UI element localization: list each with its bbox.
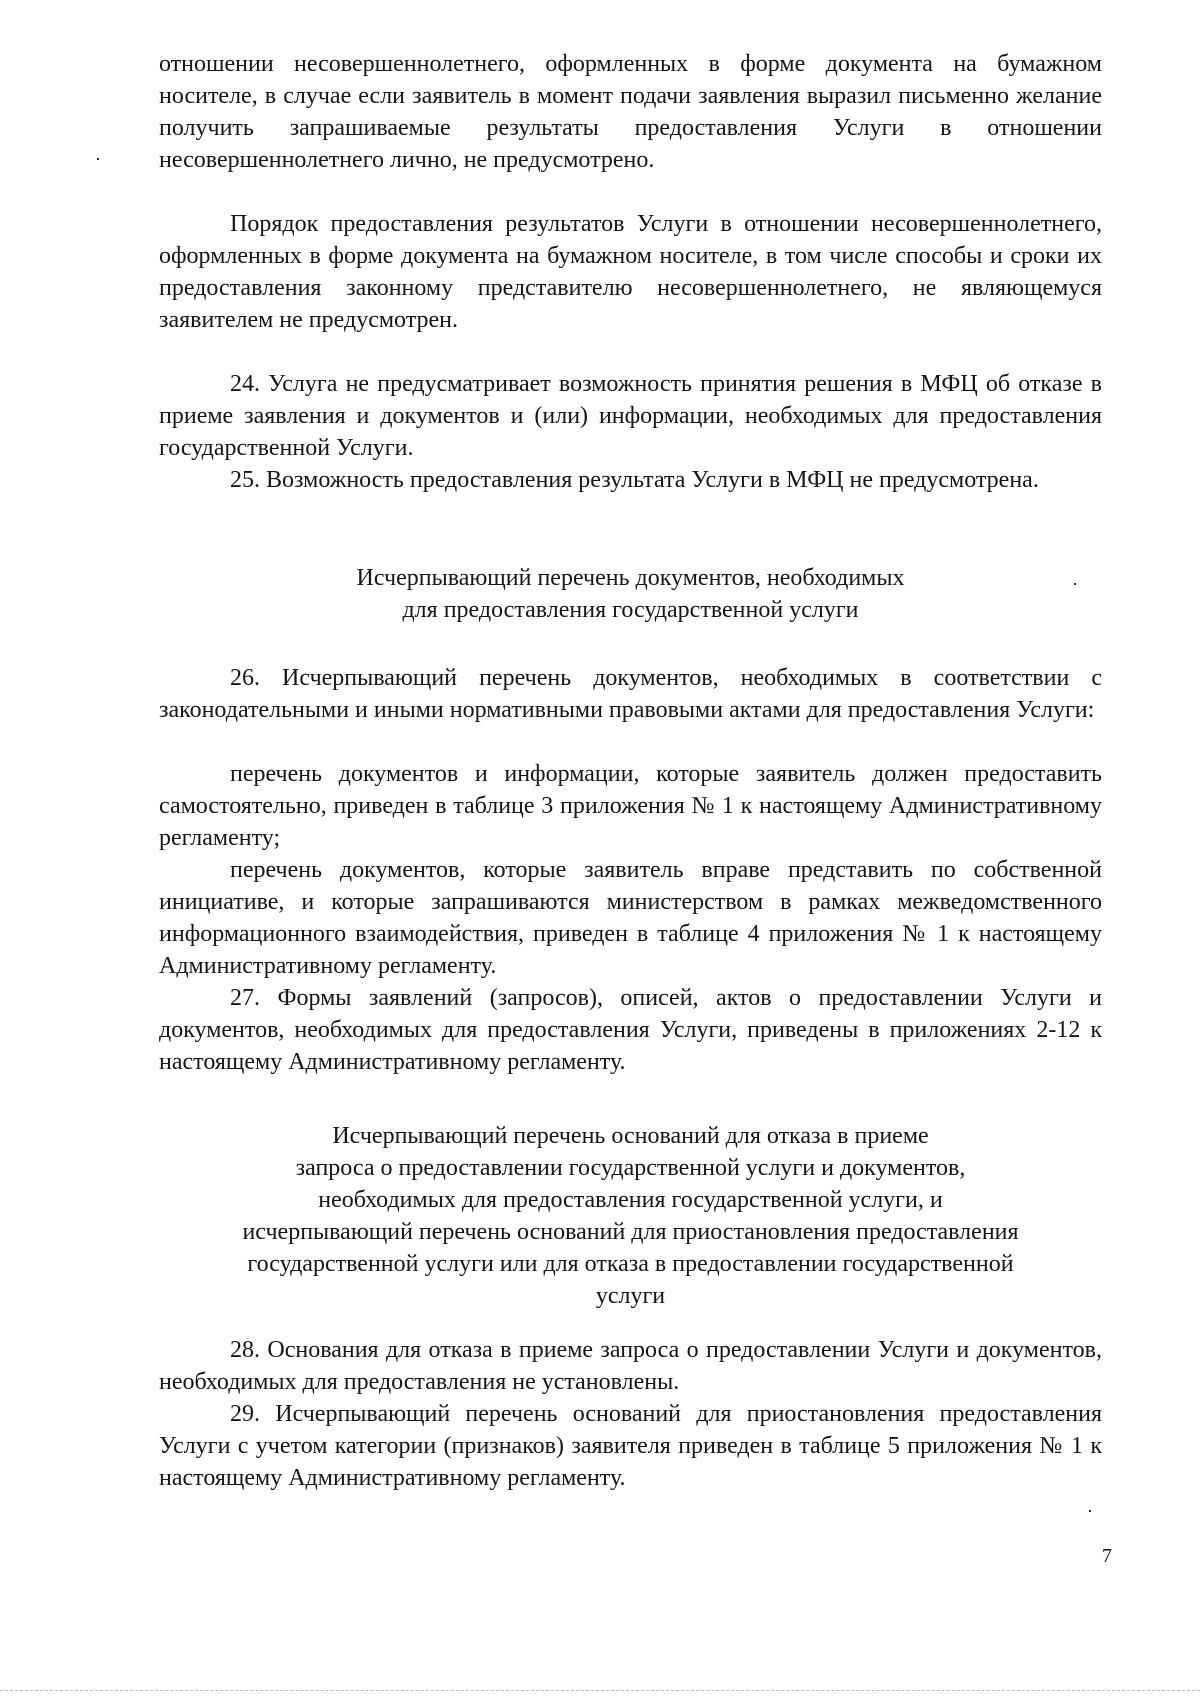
heading-line: исчерпывающий перечень оснований для приостановления предоставления: [242, 1219, 1019, 1245]
scan-dot: [1089, 1510, 1091, 1512]
paragraph-25: 25. Возможность предоставления результата Услуги в МФЦ не предусмотрена.: [230, 467, 1039, 493]
section-heading-documents: [159, 562, 1102, 626]
page-number: 7: [1102, 1545, 1112, 1567]
heading-line: необходимых для предоставления государственной услуги, и: [318, 1187, 943, 1213]
paragraph-minor-result-delivery: отношении несовершеннолетнего, оформленных в форме документа на бумажном носителе, в случае если заявитель в момент подачи заявления выразил письменно желание получить запрашиваемые результаты предоставления Услуги в отношении несовершеннолетнего лично, не предусмотрено.: [159, 51, 1102, 173]
section-heading-refusal-grounds: [159, 1120, 1102, 1312]
heading-line: государственной услуги или для отказа в предоставлении государственной: [247, 1251, 1014, 1277]
heading-line: Исчерпывающий перечень оснований для отказа в приеме: [332, 1123, 929, 1149]
paragraph-28: 28. Основания для отказа в приеме запроса о предоставлении Услуги и документов, необходимых для предоставления не установлены.: [159, 1337, 1102, 1395]
paragraph-required-documents: перечень документов и информации, которые заявитель должен предоставить самостоятельно, приведен в таблице 3 приложения № 1 к настоящему Административному регламенту;: [159, 761, 1102, 851]
heading-line: услуги: [595, 1283, 666, 1309]
heading-line: запроса о предоставлении государственной услуги и документов,: [295, 1155, 966, 1181]
paragraph-optional-documents: перечень документов, которые заявитель вправе представить по собственной инициативе, и которые запрашиваются министерством в рамках межведомственного информационного взаимодействия, приведен в таблице 4 приложения № 1 к настоящему Административному регламенту.: [159, 857, 1102, 979]
paragraph-29: 29. Исчерпывающий перечень оснований для приостановления предоставления Услуги с учетом категории (признаков) заявителя приведен в таблице 5 приложения № 1 к настоящему Административному регламенту.: [159, 1401, 1102, 1491]
scan-edge-line: [0, 1690, 1200, 1692]
paragraph-26: 26. Исчерпывающий перечень документов, необходимых в соответствии с законодательными и иными нормативными правовыми актами для предоставления Услуги:: [159, 665, 1102, 723]
heading-line: для предоставления государственной услуги: [402, 597, 859, 623]
paragraph-27: 27. Формы заявлений (запросов), описей, актов о предоставлении Услуги и документов, необходимых для предоставления Услуги, приведены в приложениях 2-12 к настоящему Административному регламенту.: [159, 985, 1102, 1075]
paragraph-result-procedure: Порядок предоставления результатов Услуги в отношении несовершеннолетнего, оформленных в форме документа на бумажном носителе, в том числе способы и сроки их предоставления законному представителю несовершеннолетнего, не являющемуся заявителем не предусмотрен.: [159, 211, 1102, 333]
heading-line: Исчерпывающий перечень документов, необходимых: [356, 565, 905, 591]
scan-dot: [1074, 583, 1076, 585]
scan-dot: [97, 158, 99, 160]
paragraph-24: 24. Услуга не предусматривает возможность принятия решения в МФЦ об отказе в приеме заявления и документов и (или) информации, необходимых для предоставления государственной Услуги.: [159, 371, 1102, 461]
